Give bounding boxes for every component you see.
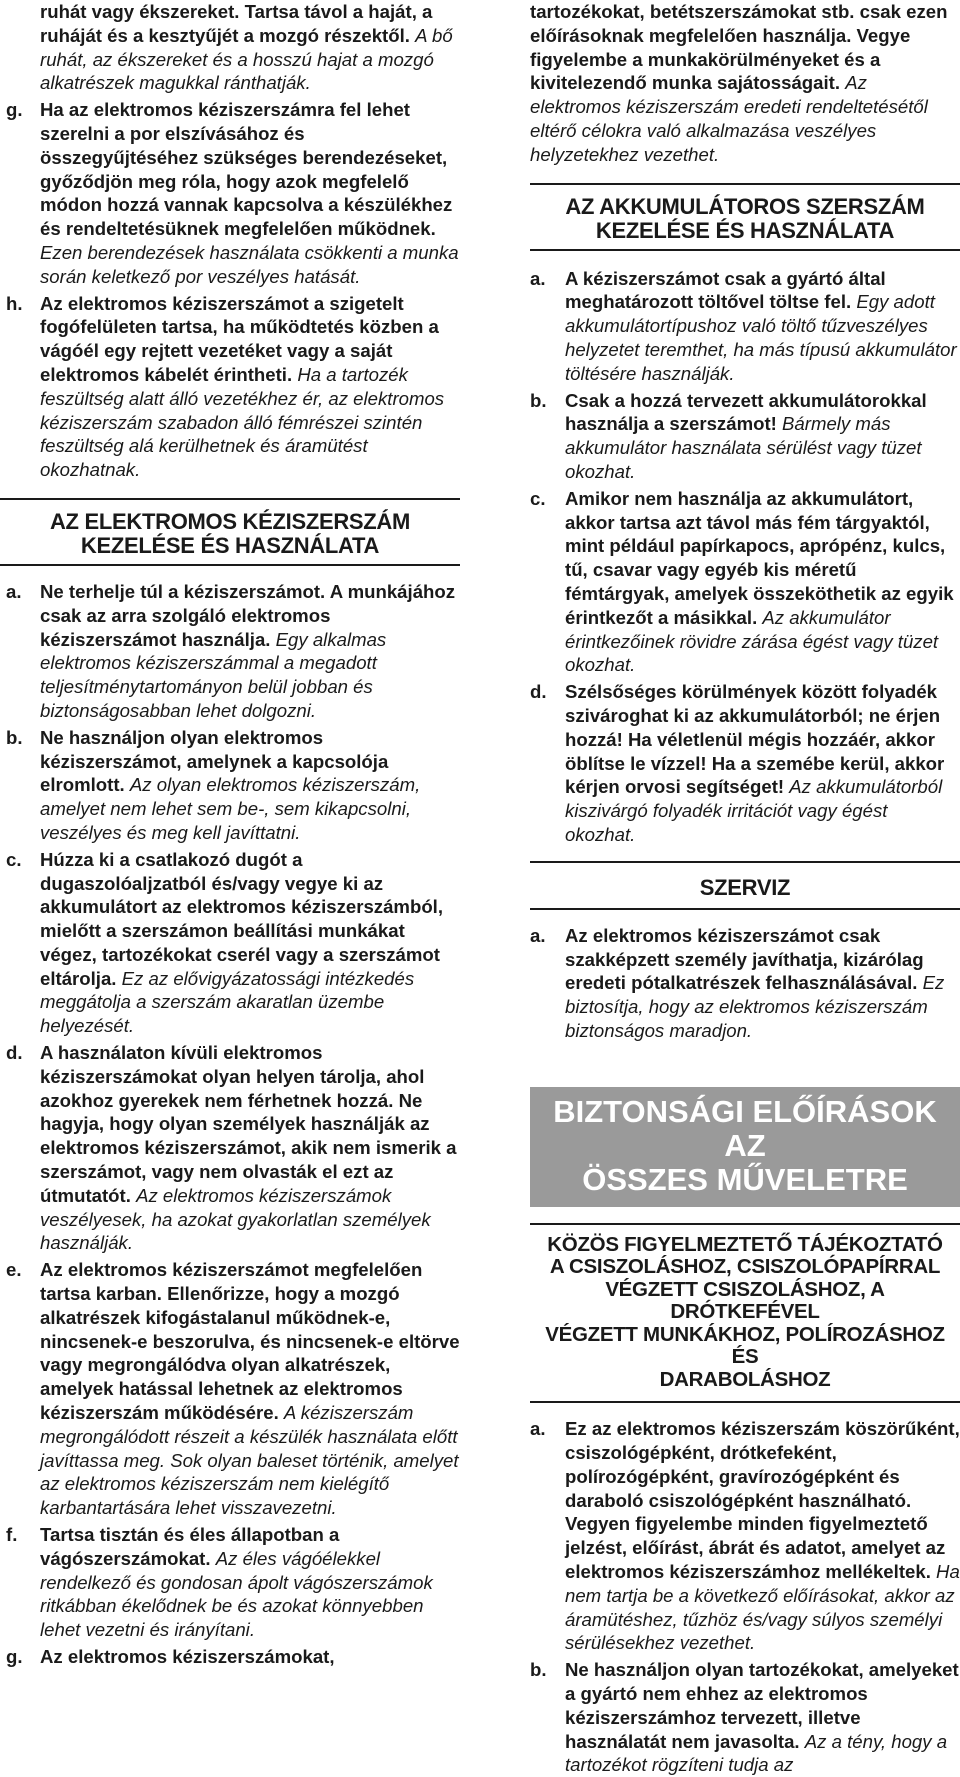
common-warning-heading	[530, 1234, 960, 1392]
item-italic-text: Az éles vágóélekkel rendelkező és gondosan ápolt vágószerszámok ritkábban ékelődnek be és azokat könnyebben lehet vezetni és irányítani.	[40, 1547, 433, 1641]
right-item-list	[530, 267, 960, 847]
left-intro-paragraph	[0, 0, 460, 95]
banner-line-1: BIZTONSÁGI ELŐÍRÁSOK AZ	[553, 1093, 937, 1163]
item-italic-text: Az akkumulátorból kiszivárgó folyadék irritációt vagy égést okozhat.	[565, 776, 943, 845]
item-letter: a.	[530, 267, 546, 289]
list-item	[0, 1041, 460, 1255]
item-bold-text: Ne használjon olyan elektromos kéziszerszámot, amelynek a kapcsolója elromlott.	[40, 726, 389, 796]
item-letter: b.	[530, 1659, 547, 1681]
section-heading-battery-tool-use	[530, 195, 960, 243]
list-item	[530, 1658, 960, 1777]
section-heading-line-2: KEZELÉSE ÉS HASZNÁLATA	[595, 217, 895, 243]
section-divider-top	[530, 183, 960, 185]
list-item	[0, 1258, 460, 1520]
left-item-list	[0, 580, 460, 1669]
item-bold-text: A kéziszerszámot csak a gyártó által meghatározott töltővel töltse fel.	[565, 267, 886, 313]
item-bold-text: Az elektromos kéziszerszámokat,	[40, 1646, 335, 1667]
list-item	[530, 1417, 960, 1655]
item-italic-text: Ezen berendezések használata csökkenti a munka során keletkező por veszélyes hatását.	[40, 241, 459, 287]
item-bold-text: Amikor nem használja az akkumulátort, akkor tartsa azt távol más fém tárgyaktól, mint például papírkapocs, aprópénz, kulcs, tű, csavar vagy egyéb kis méretű fémtárgyak, amelyek összeköthetik az egyik érintkezőt a másikkal.	[565, 487, 954, 628]
item-letter: g.	[6, 99, 23, 121]
item-italic-text: Ez az elővigyázatossági intézkedés meggátolja a szerszám akaratlan üzembe helyezését.	[40, 967, 415, 1037]
left-intro-italic: A bő ruhát, az ékszereket és a hosszú hajat a mozgó alkatrészek magukkal ránthatják.	[40, 24, 453, 94]
right-intro-italic: Az elektromos kéziszerszám eredeti rendeltetésétől eltérő célokra való alkalmazása veszélyes helyzetekhez vezethet.	[530, 72, 928, 165]
list-item	[530, 924, 960, 1043]
left-item-h	[0, 292, 460, 482]
item-bold-text: Ne terhelje túl a kéziszerszámot. A munkájához csak az arra szolgáló elektromos kéziszerszámot használja.	[40, 580, 456, 650]
item-letter: g.	[6, 1646, 23, 1667]
subhead-line-2: A CSISZOLÁSHOZ, CSISZOLÓPAPÍRRAL	[549, 1255, 941, 1279]
item-italic-text: Az elektromos kéziszerszámok veszélyesek, ha azokat gyakorlatlan személyek használják.	[40, 1184, 431, 1254]
item-italic-text: Az a tény, hogy a tartozékot rögzíteni tudja az	[565, 1730, 948, 1776]
list-item	[530, 487, 960, 677]
subhead-line-5: DARABOLÁSHOZ	[659, 1367, 831, 1391]
subhead-divider-top	[530, 1223, 960, 1225]
subhead-line-3: VÉGZETT CSISZOLÁSHOZ, A DRÓTKEFÉVEL	[605, 1277, 885, 1324]
list-item	[530, 389, 960, 484]
left-intro-bold: ruhát vagy ékszereket. Tartsa távol a haját, a ruháját és a kesztyűjét a mozgó részektől.	[40, 1, 433, 46]
item-italic-text: Az olyan elektromos kéziszerszám, amelyet nem lehet sem be-, sem kikapcsolni, veszélyes és meg kell javíttatni.	[40, 774, 421, 843]
final-item-list	[530, 1417, 960, 1777]
item-letter: c.	[530, 487, 546, 509]
item-letter: d.	[530, 681, 547, 703]
banner-line-2: ÖSSZES MŰVELETRE	[582, 1161, 908, 1197]
item-bold-text: Ha az elektromos kéziszerszámra fel lehet szerelni a por elszívásához és összegyűjtéséhez szükséges berendezéseket, győződjön meg róla, hogy azok megfelelő módon hozzá vannak kapcsolva a készülékhez és rendeltetésüknek megfelelően működnek.	[40, 99, 453, 240]
item-italic-text: Ez biztosítja, hogy az elektromos kéziszerszám biztonságos maradjon.	[565, 972, 945, 1041]
item-bold-text: Ne használjon olyan tartozékokat, amelyeket a gyártó nem ehhez az elektromos kéziszerszámhoz tervezett, illetve használatát nem javasolta.	[565, 1659, 959, 1752]
section-heading-line-1: AZ ELEKTROMOS KÉZISZERSZÁM	[49, 508, 411, 534]
item-bold-text: Az elektromos kéziszerszámot a szigetelt fogófelületen tartsa, ha működtetés közben a vágóél egy rejtett vezetéket vagy a saját elektromos kábelét érintheti.	[40, 292, 439, 385]
item-italic-text: Ha nem tartja be a következő előírásokat, akkor az áramütéshez, tűzhöz és/vagy súlyos személyi sérülésekhez vezethet.	[565, 1560, 960, 1654]
right-intro-paragraph	[530, 0, 960, 167]
subhead-line-4: VÉGZETT MUNKÁKHOZ, POLÍROZÁSHOZ ÉS	[545, 1322, 945, 1369]
item-letter: a.	[530, 924, 546, 946]
item-letter: a.	[530, 1418, 546, 1440]
list-item	[0, 848, 460, 1038]
right-intro-bold: tartozékokat, betétszerszámokat stb. csak ezen előírásoknak megfelelően használja. Vegye figyelembe a munkakörülményeket és a kivitelezendő munka sajátosságait.	[530, 1, 948, 94]
section-divider-bottom	[530, 249, 960, 251]
item-letter: c.	[6, 848, 22, 870]
item-letter: b.	[530, 389, 547, 411]
item-letter: d.	[6, 1042, 23, 1064]
section-divider-top	[0, 498, 460, 500]
list-item	[0, 1523, 460, 1642]
item-italic-text: A kéziszerszám megrongálódott részeit a készülék használata előtt javíttassa meg. Sok olyan baleset történik, amelyet az elektromos kéziszerszám nem kielégítő karbantartására lehet visszavezetni.	[40, 1402, 459, 1519]
item-bold-text: Tartsa tisztán és éles állapotban a vágószerszámokat.	[40, 1524, 340, 1569]
item-bold-text: Az elektromos kéziszerszámot megfelelően tartsa karban. Ellenőrizze, hogy a mozgó alkatrészek kifogástalanul működnek-e, nincsenek-e beszorulva, és nincsenek-e eltörve vagy megrongálódva olyan alkatrészek, amelyek hatással lehetnek az elektromos kéziszerszám működésére.	[40, 1259, 460, 1424]
item-bold-text: Az elektromos kéziszerszámot csak szakképzett személy javíthatja, kizárólag eredeti pótalkatrészek felhasználásával.	[565, 924, 924, 994]
section-heading-line-1: AZ AKKUMULÁTOROS SZERSZÁM	[565, 193, 925, 219]
service-divider-top	[530, 861, 960, 863]
item-letter: a.	[6, 580, 22, 602]
item-bold-text: Húzza ki a csatlakozó dugót a dugaszolóaljzatból és/vagy vegye ki az akkumulátort az elektromos kéziszerszámból, mielőtt a szerszámon beállítási munkákat végez, tartozékokat cserél vagy a szerszámot eltárolja.	[40, 848, 444, 989]
left-item-g	[0, 98, 460, 288]
list-item	[530, 680, 960, 847]
item-bold-text: A használaton kívüli elektromos kéziszerszámokat olyan helyen tárolja, ahol azokhoz gyerekek nem férhetnek hozzá. Ne hagyja, hogy olyan személyek használják az elektromos kéziszerszámot, akik nem ismerik a szerszámot, vagy nem olvasták el ezt az útmutatót.	[40, 1042, 457, 1206]
section-divider-bottom	[0, 564, 460, 566]
list-item	[0, 726, 460, 845]
section-heading-line-2: KEZELÉSE ÉS HASZNÁLATA	[80, 532, 380, 558]
service-divider-bottom	[530, 908, 960, 910]
item-letter: f.	[6, 1524, 18, 1546]
item-bold-text: Ez az elektromos kéziszerszám köszörűként, csiszológépként, drótkefeként, polírozógépként, gravírozógépként és daraboló csiszológépként használható. Vegyen figyelembe minden figyelmeztető jelzést, előírást, ábrát és adatot, amelyet az elektromos kéziszerszámhoz mellékeltek.	[565, 1418, 960, 1582]
subhead-line-1: KÖZÖS FIGYELMEZTETŐ TÁJÉKOZTATÓ	[547, 1232, 943, 1256]
item-italic-text: Ha a tartozék feszültség alatt álló vezetékhez ér, az elektromos kéziszerszám szabadon álló fémrészei szintén feszültség alá kerülhetnek és áramütést okozhatnak.	[40, 363, 445, 481]
subhead-divider-bottom	[530, 1401, 960, 1403]
section-heading-power-tool-use	[0, 510, 460, 558]
list-item	[0, 580, 460, 723]
item-letter: h.	[6, 292, 23, 314]
item-italic-text: Az akkumulátor érintkezőinek rövidre zárása égést vagy tüzet okozhat.	[565, 606, 939, 676]
list-item	[0, 1645, 460, 1669]
item-letter: e.	[6, 1259, 22, 1281]
list-item	[530, 267, 960, 386]
left-column	[0, 0, 460, 1669]
item-italic-text: Egy alkalmas elektromos kéziszerszámmal a megadott teljesítménytartományon belül jobban és biztonságosabban lehet dolgozni.	[40, 628, 387, 721]
service-item-list	[530, 924, 960, 1043]
safety-banner	[530, 1087, 960, 1207]
service-heading: SZERVIZ	[699, 874, 791, 900]
item-italic-text: Bármely más akkumulátor használata sérülést vagy tüzet okozhat.	[565, 413, 922, 482]
item-bold-text: Csak a hozzá tervezett akkumulátorokkal használja a szerszámot!	[565, 389, 927, 435]
right-column	[530, 0, 960, 1777]
item-bold-text: Szélsőséges körülmények között folyadék szivároghat ki az akkumulátorból; ne érjen hozzá! Ha véletlenül mégis hozzáér, akkor öblítse le vízzel! Ha a szemébe kerül, akkor kérjen orvosi segítséget!	[565, 681, 945, 798]
item-italic-text: Egy adott akkumulátortípushoz való töltő tűzveszélyes helyzetet teremthet, ha más típusú akkumulátor töltésére használják.	[565, 291, 957, 384]
item-letter: b.	[6, 726, 23, 748]
